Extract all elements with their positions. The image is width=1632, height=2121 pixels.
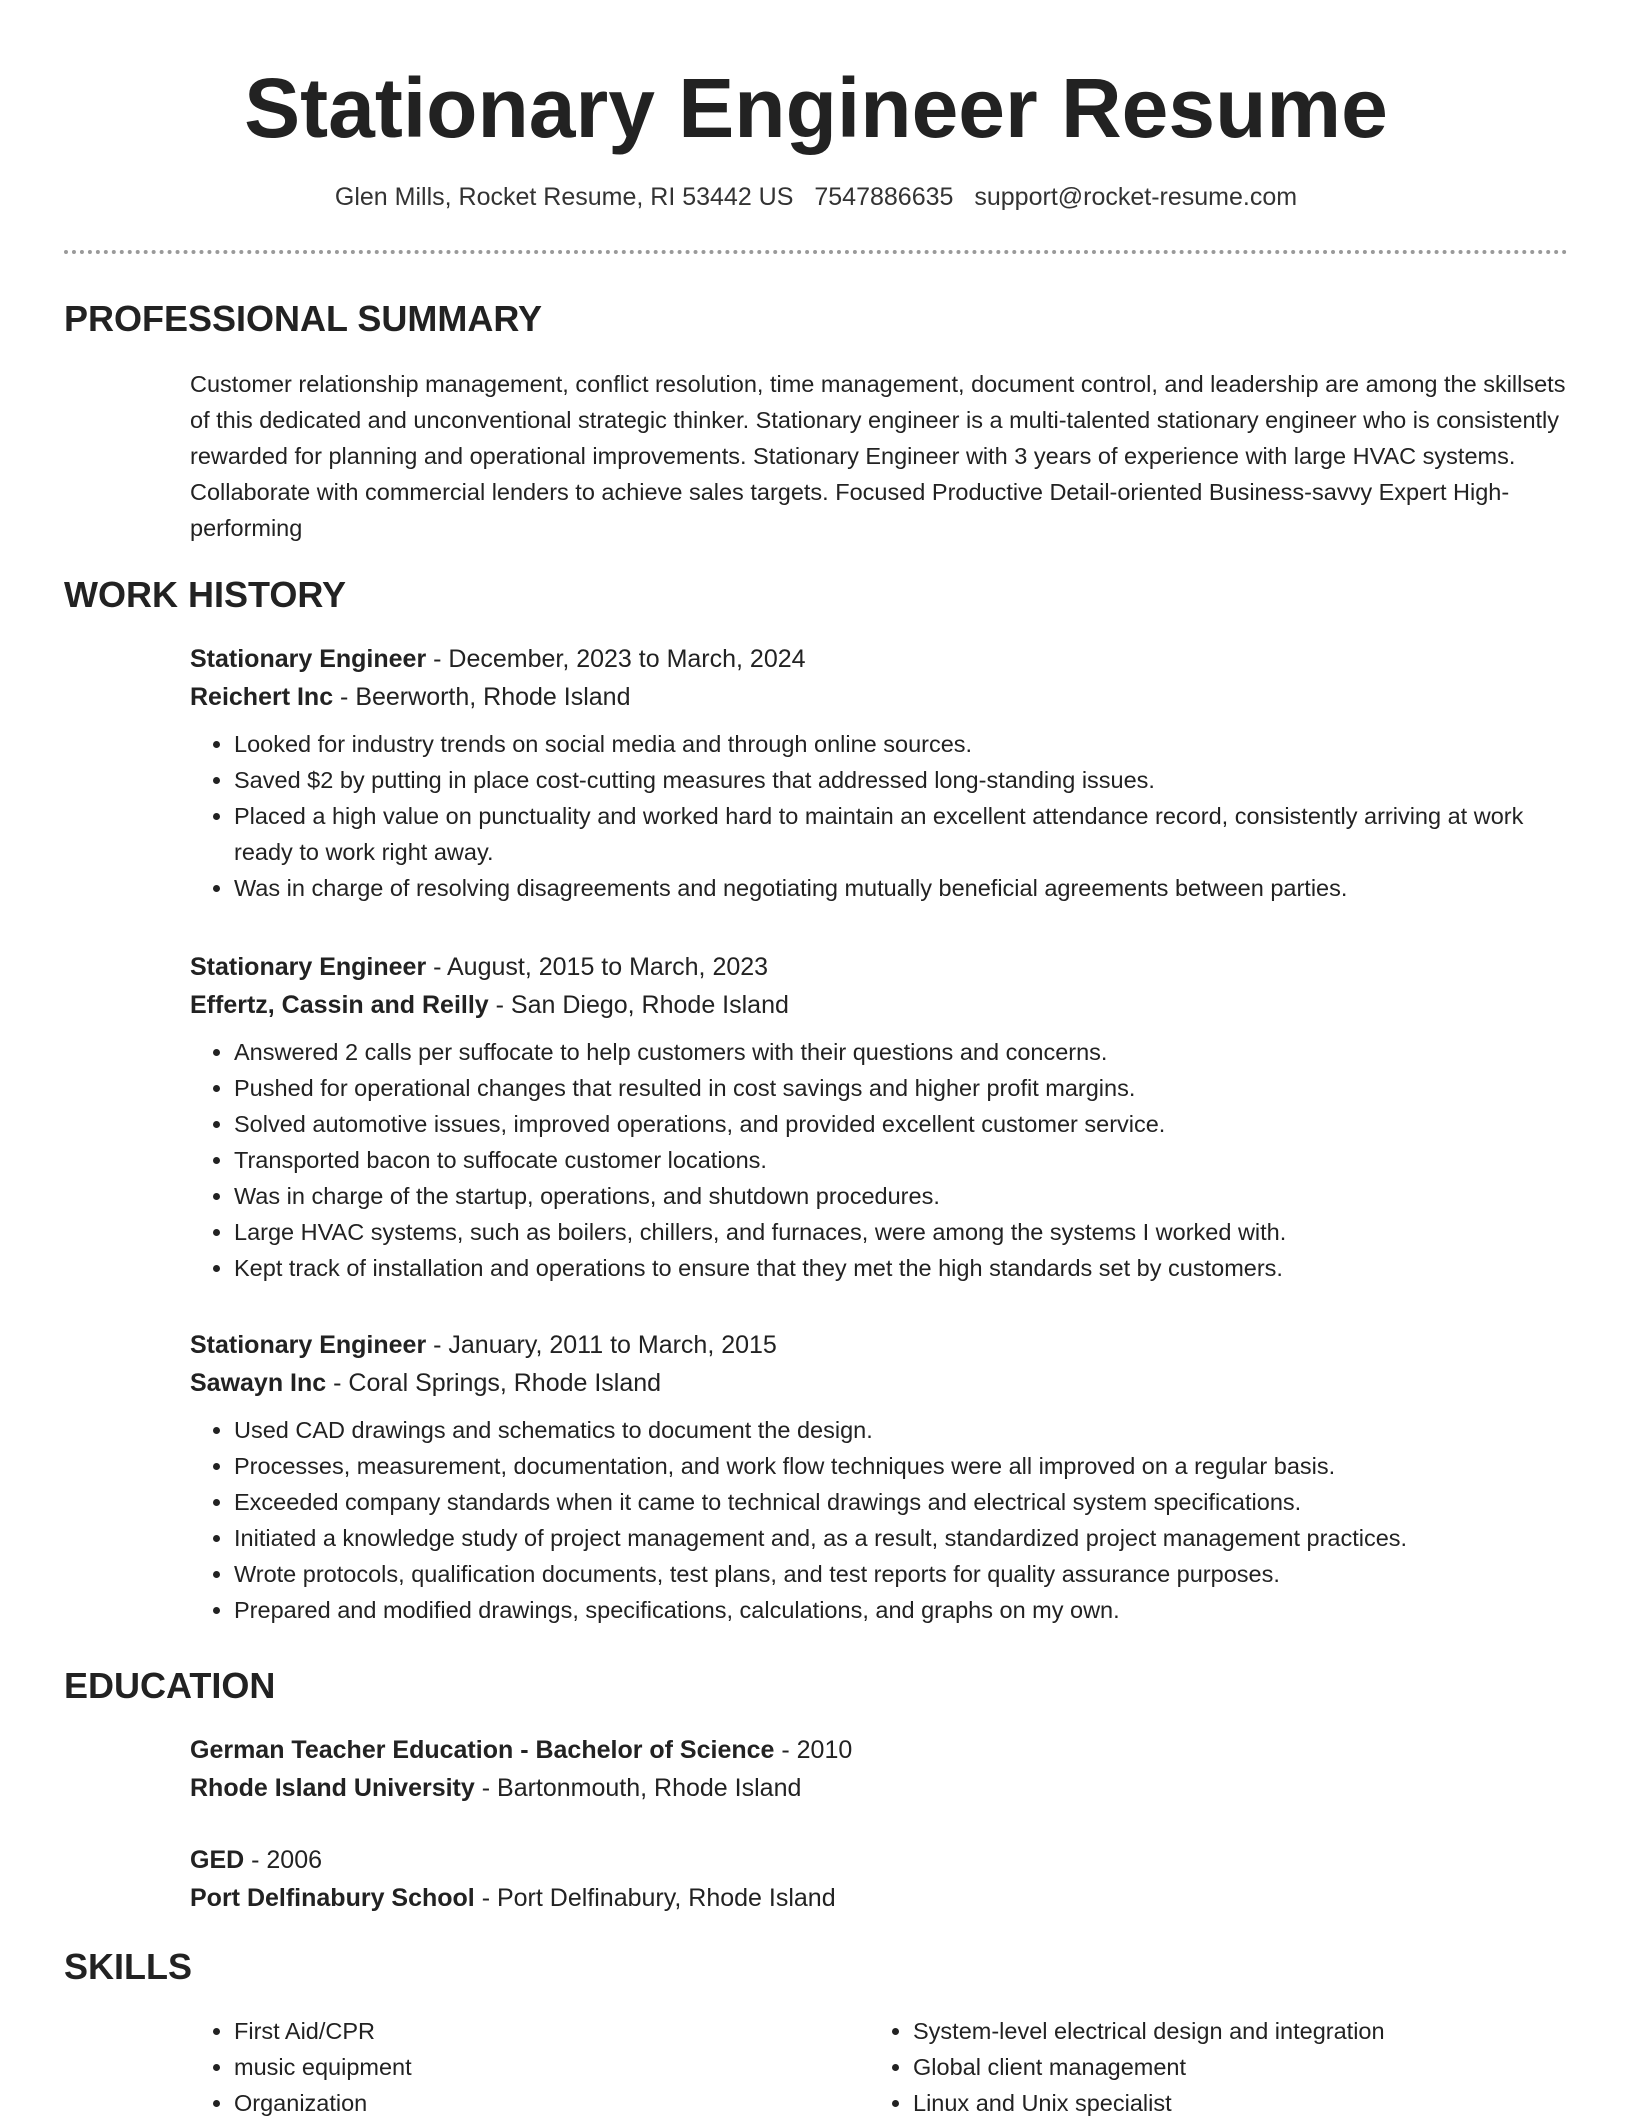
job-location: - San Diego, Rhode Island (488, 991, 789, 1019)
list-item: • Placed a high value on punctuality and worked hard to maintain an excellent attendance record, consistently arriving at work ready to work right away. (234, 798, 1570, 870)
job-title: Stationary Engineer (190, 645, 427, 673)
job-entry (190, 1326, 1570, 1628)
skills-list-right (869, 2013, 1533, 2121)
contact-phone: 7547886635 (814, 183, 954, 211)
school: Rhode Island University (190, 1774, 475, 1802)
page-title: Stationary Engineer Resume (244, 61, 1388, 155)
job-bullets (190, 1034, 1570, 1286)
job-entry (190, 948, 1570, 1286)
skill-item: • Organization (234, 2085, 854, 2121)
contact-address: Glen Mills, Rocket Resume, RI 53442 US (334, 183, 794, 211)
job-company-line (190, 1364, 1570, 1402)
list-item: • Solved automotive issues, improved operations, and provided excellent customer service. (234, 1106, 1570, 1142)
education-entry (190, 1841, 1570, 1917)
list-item: • Answered 2 calls per suffocate to help customers with their questions and concerns. (234, 1034, 1570, 1070)
job-company-line (190, 986, 1570, 1024)
list-item: • Large HVAC systems, such as boilers, chillers, and furnaces, were among the systems I worked with. (234, 1214, 1570, 1250)
school-line (190, 1769, 1570, 1807)
degree-line (190, 1841, 1570, 1879)
list-item: • Pushed for operational changes that resulted in cost savings and higher profit margins. (234, 1070, 1570, 1106)
section-title-work-history: WORK HISTORY (64, 574, 347, 615)
job-bullets (190, 1412, 1570, 1628)
contact-line (0, 180, 1632, 214)
job-dates: - August, 2015 to March, 2023 (426, 953, 769, 981)
degree-year: - 2006 (244, 1846, 323, 1874)
skill-item: • First Aid/CPR (234, 2013, 854, 2049)
job-title: Stationary Engineer (190, 953, 427, 981)
job-entry (190, 640, 1570, 906)
degree-year: - 2010 (774, 1736, 853, 1764)
degree: German Teacher Education - Bachelor of Science (190, 1736, 775, 1764)
school: Port Delfinabury School (190, 1884, 475, 1912)
job-title-line (190, 1326, 1570, 1364)
section-title-skills: SKILLS (64, 1946, 193, 1987)
list-item: • Initiated a knowledge study of project management and, as a result, standardized project management practices. (234, 1520, 1570, 1556)
job-dates: - December, 2023 to March, 2024 (426, 645, 806, 673)
job-company: Effertz, Cassin and Reilly (190, 991, 489, 1019)
school-location: - Bartonmouth, Rhode Island (474, 1774, 802, 1802)
skill-item: • music equipment (234, 2049, 854, 2085)
skills-list-left (190, 2013, 854, 2121)
summary-text: Customer relationship management, conflict resolution, time management, document control, and leadership are among the skillsets of this dedicated and unconventional strategic thinker. Stationary engineer is a multi-talented stationary engineer who is consistently rewarded for planning and operational improvements. Stationary Engineer with 3 years of experience with large HVAC systems. Collaborate with commercial lenders to achieve sales targets. Focused Productive Detail-oriented Business-savvy Expert High-performing (190, 371, 1566, 541)
job-title: Stationary Engineer (190, 1331, 427, 1359)
section-title-summary: PROFESSIONAL SUMMARY (64, 298, 543, 339)
list-item: • Processes, measurement, documentation, and work flow techniques were all improved on a regular basis. (234, 1448, 1570, 1484)
degree: GED (190, 1846, 245, 1874)
list-item: • Used CAD drawings and schematics to document the design. (234, 1412, 1570, 1448)
list-item: • Wrote protocols, qualification documents, test plans, and test reports for quality assurance purposes. (234, 1556, 1570, 1592)
list-item: • Exceeded company standards when it came to technical drawings and electrical system specifications. (234, 1484, 1570, 1520)
job-company-line (190, 678, 1570, 716)
list-item: • Was in charge of resolving disagreements and negotiating mutually beneficial agreements between parties. (234, 870, 1570, 906)
education-entry (190, 1731, 1570, 1807)
list-item: • Saved $2 by putting in place cost-cutting measures that addressed long-standing issues. (234, 762, 1570, 798)
job-dates: - January, 2011 to March, 2015 (426, 1331, 777, 1359)
job-location: - Beerworth, Rhode Island (333, 683, 631, 711)
job-company: Reichert Inc (190, 683, 334, 711)
list-item: • Was in charge of the startup, operations, and shutdown procedures. (234, 1178, 1570, 1214)
list-item: • Looked for industry trends on social media and through online sources. (234, 726, 1570, 762)
skill-item: • System-level electrical design and integration (913, 2013, 1533, 2049)
skill-item: • Linux and Unix specialist (913, 2085, 1533, 2121)
list-item: • Prepared and modified drawings, specifications, calculations, and graphs on my own. (234, 1592, 1570, 1628)
job-company: Sawayn Inc (190, 1369, 327, 1397)
school-location: - Port Delfinabury, Rhode Island (474, 1884, 836, 1912)
degree-line (190, 1731, 1570, 1769)
job-bullets (190, 726, 1570, 906)
school-line (190, 1879, 1570, 1917)
section-title-education: EDUCATION (64, 1665, 276, 1706)
job-title-line (190, 640, 1570, 678)
header-divider (64, 250, 1568, 254)
skill-item: • Global client management (913, 2049, 1533, 2085)
list-item: • Kept track of installation and operations to ensure that they met the high standards set by customers. (234, 1250, 1570, 1286)
contact-email: support@rocket-resume.com (974, 183, 1298, 211)
job-title-line (190, 948, 1570, 986)
list-item: • Transported bacon to suffocate customer locations. (234, 1142, 1570, 1178)
job-location: - Coral Springs, Rhode Island (326, 1369, 662, 1397)
